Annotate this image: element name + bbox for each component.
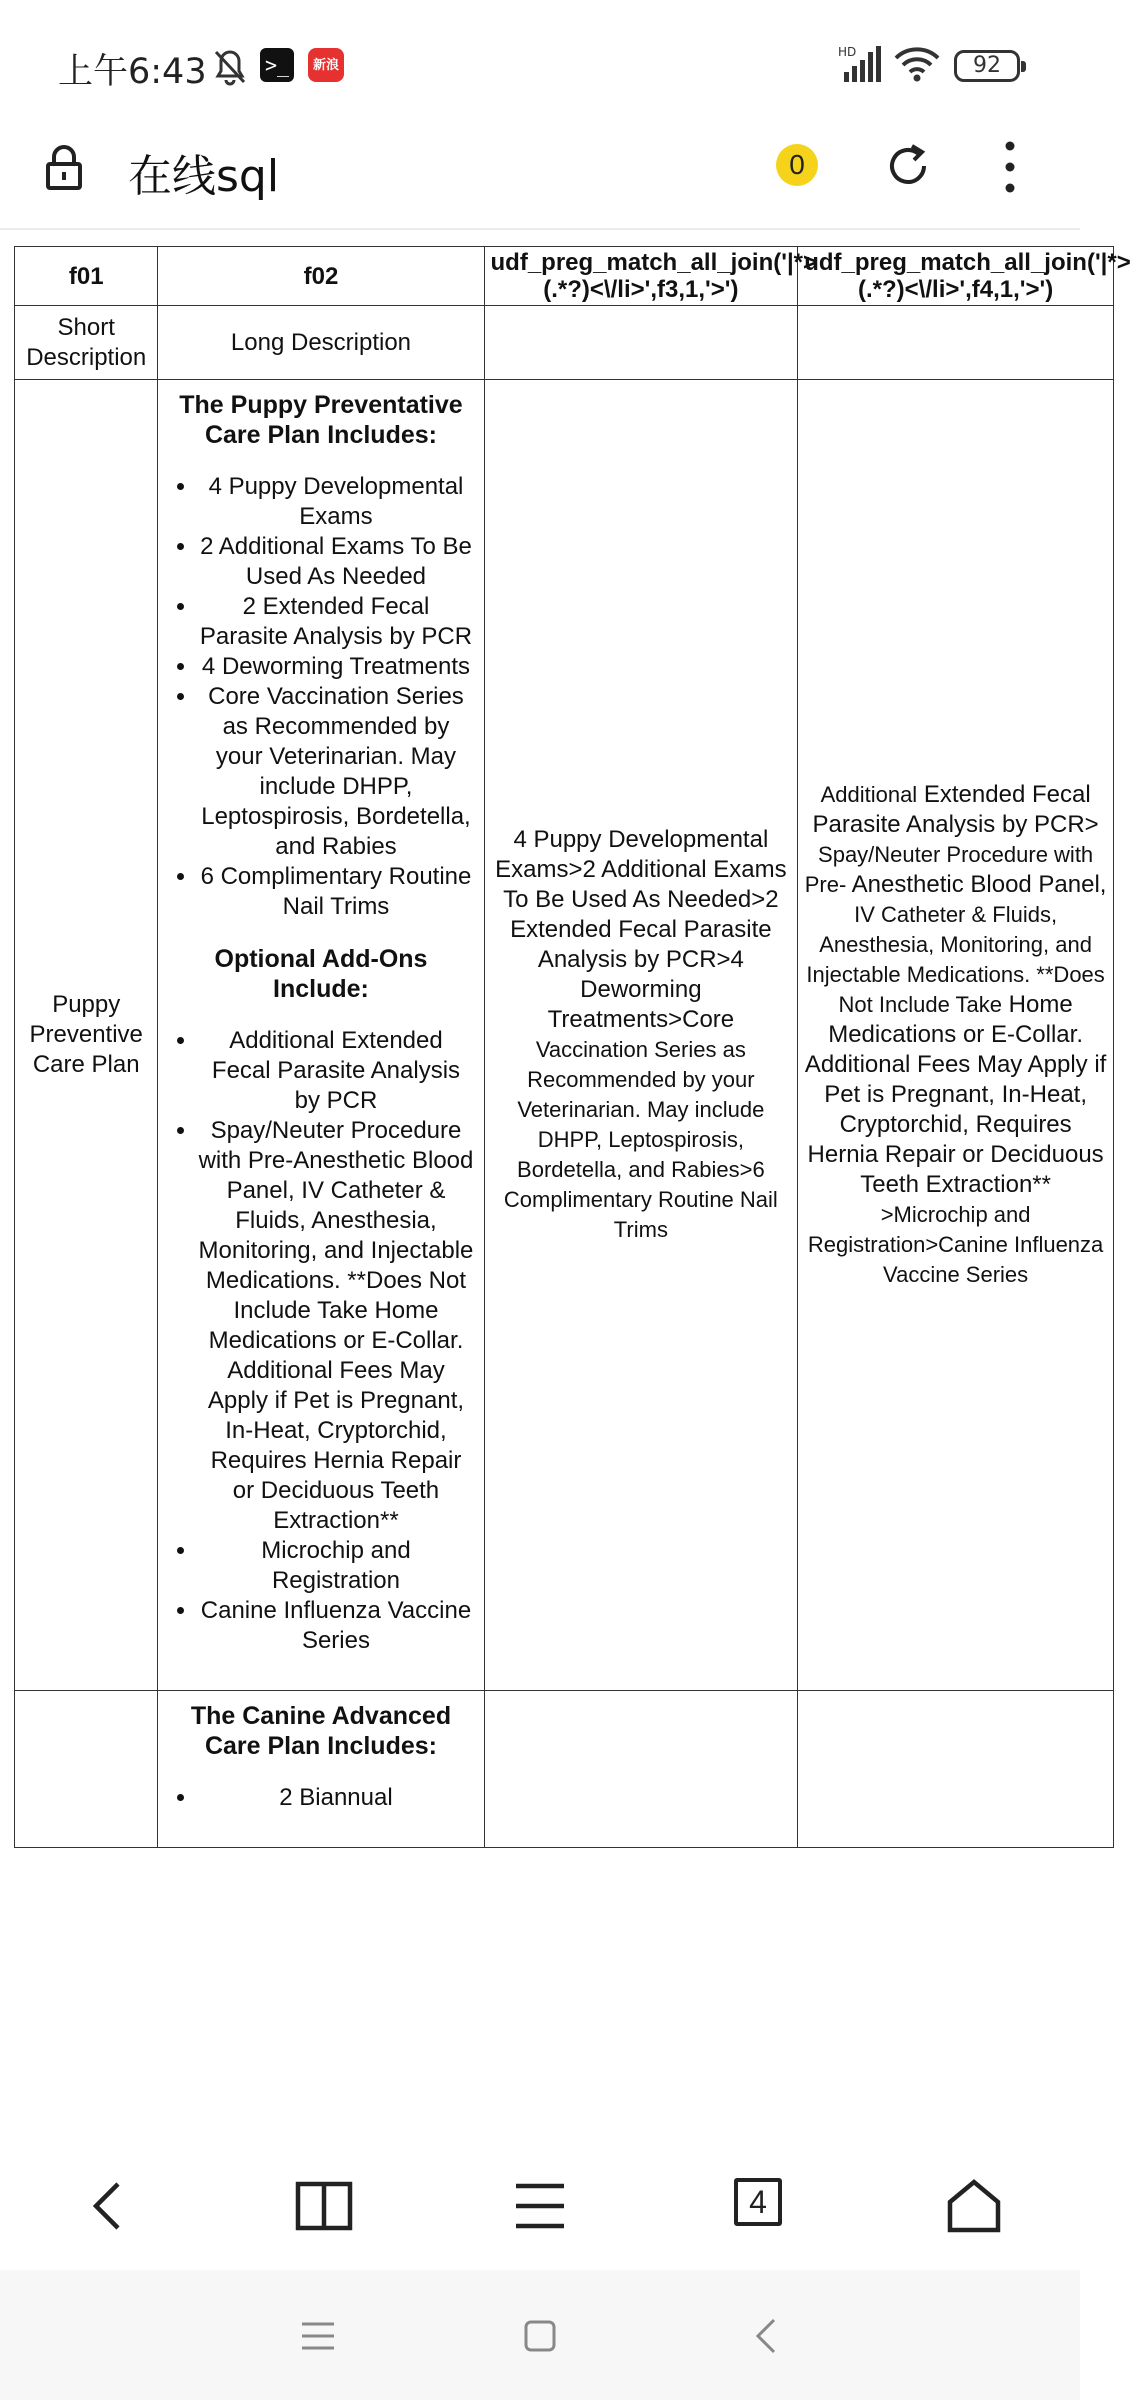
back-icon[interactable]: [80, 2178, 140, 2234]
list-item: • Microchip and Registration: [198, 1536, 473, 1596]
more-menu-icon[interactable]: [1000, 140, 1020, 194]
f04-text-b: Extended Fecal Parasite Analysis by PCR>: [812, 781, 1099, 838]
list-item: • 2 Extended Fecal Parasite Analysis by PCR: [198, 592, 473, 652]
cell-empty: [484, 306, 798, 380]
cell-plan-details: [158, 1691, 484, 1848]
cell-empty: [484, 1691, 798, 1848]
table-row: [15, 1691, 1114, 1848]
home-icon[interactable]: [944, 2178, 1004, 2234]
header-f02: f02: [158, 247, 484, 306]
list-item: • Core Vaccination Series as Recommended by your Veterinarian. May include DHPP, Leptospirosis, Bordetella, and Rabies: [198, 682, 473, 862]
f04-text-f: Home Medications or E-Collar. Additional Fees May Apply if Pet is Pregnant, In-Heat, Cryptorchid, Requires Hernia Repair or Deciduous Teeth Extraction**: [804, 991, 1107, 1198]
list-item: • Canine Influenza Vaccine Series: [198, 1596, 473, 1656]
list-item: • 6 Complimentary Routine Nail Trims: [198, 862, 473, 922]
list-item: • 4 Deworming Treatments: [198, 652, 473, 682]
bell-off-icon: [212, 46, 248, 86]
status-time: 上午6:43: [58, 52, 207, 92]
terminal-app-icon: >_: [260, 48, 294, 82]
page-title[interactable]: 在线sql: [128, 151, 280, 202]
plan-includes-list: [198, 472, 473, 922]
plan-includes-list: [198, 1783, 473, 1813]
wifi-icon: [894, 46, 940, 82]
plan-heading: The Puppy Preventative Care Plan Includes:: [179, 391, 463, 449]
cell-f03-joined: [484, 380, 798, 1691]
cellular-signal-icon: [838, 44, 882, 84]
table-header-row: [15, 247, 1114, 306]
cell-f04-joined: [798, 380, 1114, 1691]
notification-badge[interactable]: 0: [776, 144, 818, 186]
svg-text:HD: HD: [838, 45, 857, 59]
reload-icon[interactable]: [884, 142, 932, 190]
table-row: [15, 306, 1114, 380]
battery-icon: 92: [954, 50, 1020, 82]
lock-icon[interactable]: [44, 144, 84, 190]
list-item: • 4 Puppy Developmental Exams: [198, 472, 473, 532]
cell-empty: [798, 1691, 1114, 1848]
page-content[interactable]: [0, 230, 1131, 2140]
bookmarks-icon[interactable]: [294, 2178, 354, 2234]
browser-bottom-nav: [0, 2140, 1080, 2270]
tabs-button[interactable]: 4: [734, 2178, 782, 2226]
cell-long-description: Long Description: [158, 306, 484, 380]
header-f04: udf_preg_match_all_join('|*>(.*?)<\/li>',f4,1,'>'): [798, 247, 1114, 306]
cell-short-description: Short Description: [15, 306, 158, 380]
addons-heading: Optional Add-Ons Include:: [214, 945, 428, 1003]
header-f03: udf_preg_match_all_join('|*>(.*?)<\/li>',f3,1,'>'): [484, 247, 798, 306]
browser-toolbar: [0, 130, 1080, 232]
result-table: [14, 246, 1131, 1848]
list-item: • Additional Extended Fecal Parasite Analysis by PCR: [198, 1026, 473, 1116]
addons-list: [198, 1026, 473, 1656]
header-f01: f01: [15, 247, 158, 306]
cell-plan-name: Puppy Preventive Care Plan: [15, 380, 158, 1691]
list-item: • Spay/Neuter Procedure with Pre-Anesthetic Blood Panel, IV Catheter & Fluids, Anesthesia, Monitoring, and Injectable Medications. **Does Not Include Take Home Medications or E-Collar. Additional Fees May Apply if Pet is Pregnant, In-Heat, Cryptorchid, Requires Hernia Repair or Deciduous Teeth Extraction**: [198, 1116, 473, 1536]
list-item: • 2 Additional Exams To Be Used As Needed: [198, 532, 473, 592]
news-app-icon: 新浪: [308, 48, 344, 82]
f04-text-a: Additional: [820, 782, 918, 807]
f04-text-g: >Microchip and Registration>Canine Influenza Vaccine Series: [807, 1202, 1104, 1287]
f04-text-d: Anesthetic Blood Panel,: [851, 871, 1107, 898]
system-home-icon[interactable]: [520, 2318, 560, 2354]
cell-empty: [15, 1691, 158, 1848]
table-row: [15, 380, 1114, 1691]
list-item: • 2 Biannual: [198, 1783, 473, 1813]
plan-heading: The Canine Advanced Care Plan Includes:: [190, 1702, 452, 1760]
f04-text-e: IV Catheter & Fluids, Anesthesia, Monitoring, and Injectable Medications. **Does Not Include Take: [806, 902, 1105, 1017]
menu-icon[interactable]: [510, 2178, 570, 2234]
f03-text-a: 4 Puppy Developmental Exams>2 Additional Exams To Be Used As Needed>2 Extended Fecal Parasite Analysis by PCR>4 Deworming Treatments>Core: [495, 826, 787, 1033]
cell-plan-details: [158, 380, 484, 1691]
f04-text-c: Spay/Neuter Procedure with Pre-: [804, 842, 1094, 897]
system-nav-bar: [0, 2270, 1080, 2400]
cell-empty: [798, 306, 1114, 380]
f03-text-b: Vaccination Series as Recommended by your Veterinarian. May include DHPP, Leptospirosis, Bordetella, and Rabies>6 Complimentary Routine Nail Trims: [503, 1037, 778, 1242]
status-bar: [0, 0, 1080, 130]
system-back-icon[interactable]: [748, 2318, 788, 2354]
recent-apps-icon[interactable]: [298, 2318, 338, 2354]
